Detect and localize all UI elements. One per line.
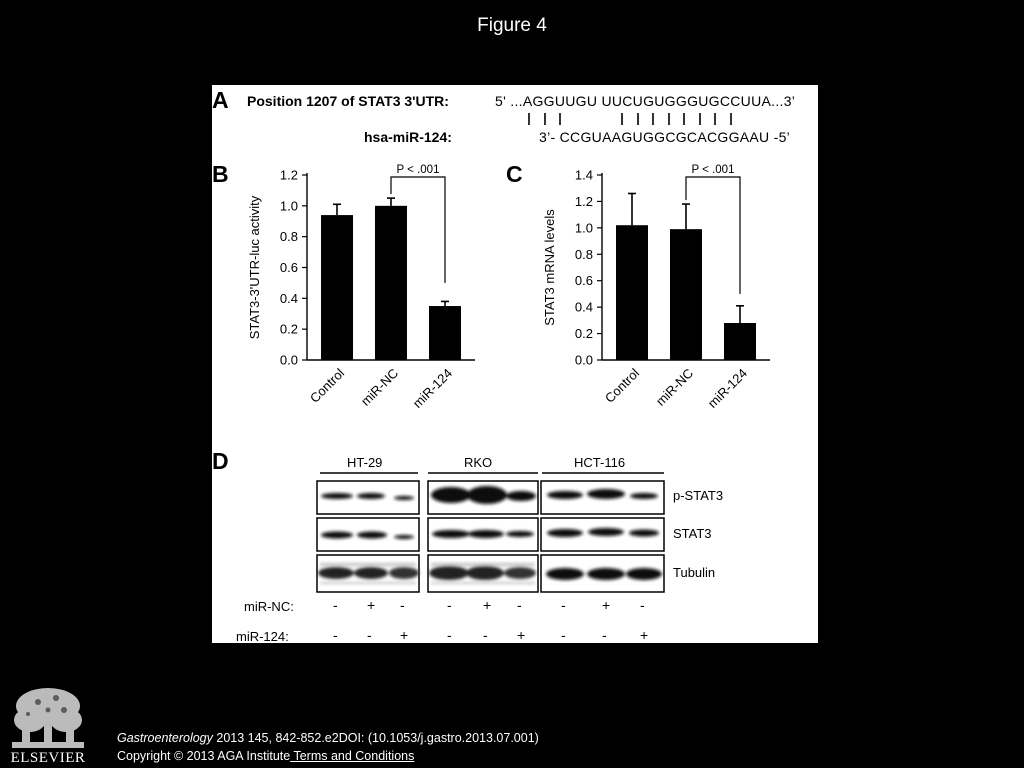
mir124-sign: - [447,627,452,643]
category-label: miR-NC [652,365,697,409]
mirnc-sign: - [561,597,566,613]
y-tick-label: 1.4 [574,167,593,183]
figure-title: Figure 4 [477,15,547,36]
y-tick-label: 0.2 [574,326,593,342]
position-label: Position 1207 of STAT3 3'UTR: [247,93,449,109]
row-label-pstat3: p-STAT3 [673,488,724,503]
p-value-annotation: P < .001 [691,164,735,176]
mir124-label: miR-124: [236,629,289,643]
y-axis-label: STAT3-3'UTR-luc activity [247,195,262,340]
mir124-sign: - [367,627,372,643]
y-tick-label: 0.0 [279,352,298,368]
mirnc-sign: - [400,597,405,613]
category-label: miR-124 [409,365,456,411]
western-blot [212,85,818,643]
copyright-text: Copyright © 2013 AGA Institute [117,749,291,763]
category-label: Control [306,365,348,406]
panel-d-label: D [212,448,229,474]
panel-c-label: C [506,161,523,187]
mir124-sign: - [561,627,566,643]
cell-line-rko: RKO [464,455,493,470]
mirnc-sign: - [333,597,338,613]
mir124-sign: - [483,627,488,643]
category-label: miR-NC [357,365,402,409]
mirnc-sign: + [483,597,492,613]
mir124-sign: - [333,627,338,643]
mirnc-sign: - [447,597,452,613]
y-tick-label: 1.2 [574,193,593,209]
y-tick-label: 0.4 [279,290,298,306]
journal-name: Gastroenterology [117,731,213,745]
terms-link[interactable]: Terms and Conditions [290,749,415,763]
panel-b-label: B [212,161,229,187]
mir-label: hsa-miR-124: [364,129,452,145]
panel-a-label: A [212,87,229,113]
y-tick-label: 1.0 [279,198,298,214]
stat3-sequence: 5' ...AGGUUGU UUCUGUGGGUGCCUUA...3’ [495,93,796,109]
y-tick-label: 0.6 [574,273,593,289]
cell-line-hct116: HCT-116 [574,455,626,470]
y-tick-label: 0.8 [279,229,298,245]
y-tick-label: 0.4 [574,299,593,315]
y-axis-label: STAT3 mRNA levels [542,209,557,326]
y-tick-label: 0.0 [574,352,593,368]
mirnc-sign: - [640,597,645,613]
category-label: Control [601,365,643,406]
y-tick-label: 1.2 [279,167,298,183]
citation [117,731,539,745]
mir124-sign: + [640,627,649,643]
mir124-sign: + [517,627,526,643]
citation-details: 2013 145, 842-852.e2DOI: (10.1053/j.gastro.2013.07.001) [212,731,539,745]
row-label-stat3: STAT3 [673,526,712,541]
mir124-sign: + [400,627,409,643]
mirnc-sign: - [517,597,522,613]
elsevier-logo-text: ELSEVIER [10,750,86,766]
y-tick-label: 0.2 [279,321,298,337]
mirnc-sign: + [367,597,376,613]
cell-line-ht29: HT-29 [347,455,383,470]
p-value-annotation: P < .001 [396,164,440,176]
figure-panel [212,85,818,643]
category-label: miR-124 [704,365,751,411]
mirnc-sign: + [602,597,611,613]
y-tick-label: 1.0 [574,220,593,236]
mirnc-label: miR-NC: [244,599,294,614]
mir124-sign: - [602,627,607,643]
mir-sequence: 3’- CCGUAAGUGGCGCACGGAAU -5’ [539,129,791,145]
y-tick-label: 0.6 [279,260,298,275]
y-tick-label: 0.8 [574,246,593,262]
row-label-tubulin: Tubulin [673,565,716,580]
copyright-line [117,749,414,763]
